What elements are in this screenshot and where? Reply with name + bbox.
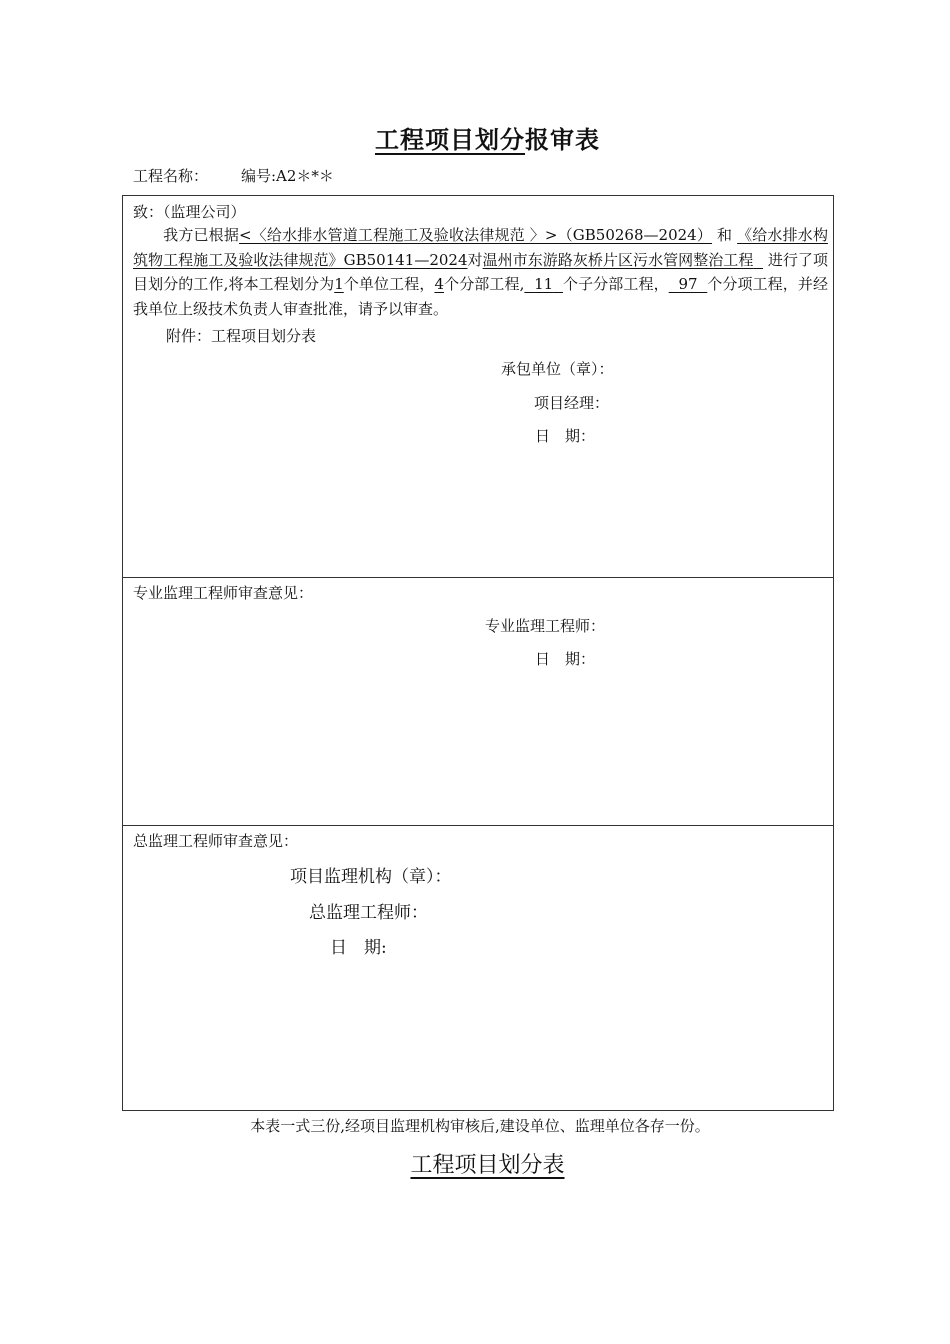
division-table-title: 工程项目划分表: [410, 1153, 565, 1178]
form-footnote: 本表一式三份,经项目监理机构审核后,建设单位、监理单位各存一份。: [250, 1117, 710, 1135]
supervision-org-seal-label: 项目监理机构（章）：: [290, 867, 452, 887]
contractor-seal-label: 承包单位（章）：: [501, 360, 614, 378]
specialist-date-label: 日 期：: [535, 650, 596, 668]
submission-paragraph: 我方已根据<〈给水排水管道工程施工及验收法律规范 〉>（GB50268—2024） 和 《给水排水构筑物工程施工及验收法律规范》GB50141—2024对温州市东游路灰桥片区污水管网整治工程 进行了项目划分的工作,将本工程划分为1个单位工程，4个分部工程, 11 个子分部工程， 97 个分项工程，并经我单位上级技术负责人审查批准，请予以审查。: [133, 226, 828, 318]
standard-gb50268: <〈给水排水管道工程施工及验收法律规范 〉>（GB50268—2024）: [239, 226, 713, 244]
item-count: 97: [678, 275, 698, 293]
contractor-date-label: 日 期：: [535, 427, 596, 445]
chief-engineer-label: 总监理工程师：: [309, 903, 428, 923]
addressee: 致：（监理公司）: [133, 203, 246, 221]
chief-review-heading: 总监理工程师审查意见：: [133, 832, 299, 850]
unit-count: 1: [334, 275, 344, 293]
section-divider: [123, 577, 833, 578]
form-table: [122, 195, 834, 1111]
project-manager-label: 项目经理：: [534, 394, 610, 412]
form-title: [0, 120, 950, 155]
specialist-review-heading: 专业监理工程师审查意见：: [133, 584, 314, 602]
project-name: 温州市东游路灰桥片区污水管网整治工程: [482, 250, 754, 269]
specialist-engineer-label: 专业监理工程师：: [485, 617, 606, 635]
form-title-underlined: 工程项目划分: [375, 126, 525, 154]
subdivision-count: 11: [534, 275, 554, 293]
form-number: 编号:A2＊*＊: [241, 167, 334, 185]
attachment: 附件：工程项目划分表: [166, 327, 317, 345]
standard-gb50141: 《给水排水构筑物工程施工及验收法律规范》GB50141—2024: [133, 226, 828, 269]
form-title-rest: 报审表: [525, 126, 600, 154]
chief-date-label: 日 期:: [330, 938, 387, 958]
project-name-label: 工程名称：: [133, 167, 209, 185]
division-count: 4: [434, 275, 444, 293]
section-divider: [123, 825, 833, 826]
